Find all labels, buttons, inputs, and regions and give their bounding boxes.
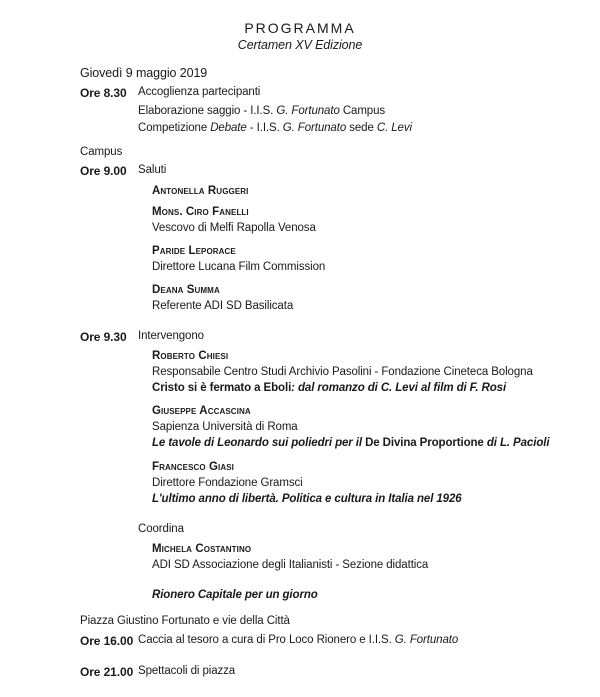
session-text: G. Fortunato (394, 634, 459, 646)
detail-text: sede (346, 122, 377, 134)
speaker-role: ADI SD Associazione degli Italianisti - Sezione didattica (152, 559, 429, 571)
session-label: Saluti (138, 164, 167, 176)
detail-text: Elaborazione saggio - I.I.S. (138, 105, 277, 117)
speaker-name: Antonella Ruggeri (152, 185, 249, 197)
session-label (138, 634, 458, 646)
day-heading: Giovedì 9 maggio 2019 (80, 66, 208, 80)
talk-text: : dal romanzo di C. Levi al film di F. Rosi (291, 382, 507, 394)
speaker-name: Mons. Ciro Fanelli (152, 206, 249, 218)
speaker-name: Michela Costantino (152, 543, 252, 555)
session-time: Ore 8.30 (80, 86, 127, 100)
talk-title: L'ultimo anno di libertà. Politica e cultura in Italia nel 1926 (152, 493, 462, 505)
speaker-name: Roberto Chiesi (152, 350, 229, 362)
speaker-role: Direttore Fondazione Gramsci (152, 477, 303, 489)
session-time: Ore 21.00 (80, 665, 134, 679)
speaker-role: Referente ADI SD Basilicata (152, 300, 294, 312)
closing-title: Rionero Capitale per un giorno (152, 589, 318, 601)
session-label: Intervengono (138, 330, 204, 342)
talk-text: De Divina Proportione (365, 437, 484, 449)
session-label: Spettacoli di piazza (138, 665, 236, 677)
talk-text: Cristo si è fermato a Eboli (152, 382, 292, 394)
talk-title (152, 382, 506, 394)
detail-text: Competizione (138, 122, 211, 134)
session-time: Ore 9.30 (80, 330, 127, 344)
session-detail-line (138, 105, 385, 117)
speaker-role: Sapienza Università di Roma (152, 421, 298, 433)
speaker-role: Direttore Lucana Film Commission (152, 261, 326, 273)
location-label: Piazza Giustino Fortunato e vie della Città (80, 615, 290, 627)
session-time: Ore 16.00 (80, 634, 134, 648)
location-label: Campus (80, 146, 123, 158)
detail-text: - I.I.S. (246, 122, 283, 134)
session-time: Ore 9.00 (80, 164, 127, 178)
talk-text: di L. Pacioli (483, 437, 550, 449)
speaker-name: Paride Leporace (152, 245, 236, 257)
speaker-role: Responsabile Centro Studi Archivio Pasolini - Fondazione Cineteca Bologna (152, 366, 533, 378)
coordinator-label: Coordina (138, 523, 184, 535)
speaker-name: Deana Summa (152, 284, 220, 296)
session-label: Accoglienza partecipanti (138, 86, 261, 98)
detail-text: C. Levi (376, 122, 412, 134)
speaker-name: Giuseppe Accascina (152, 405, 251, 417)
detail-text: G. Fortunato (276, 105, 340, 117)
page-title: PROGRAMMA (244, 20, 356, 36)
talk-text: Le tavole di Leonardo sui poliedri per il (152, 437, 366, 449)
detail-text: Debate (210, 122, 247, 134)
talk-title (152, 437, 549, 449)
speaker-role: Vescovo di Melfi Rapolla Venosa (152, 222, 316, 234)
session-text: Caccia al tesoro a cura di Pro Loco Rionero e I.I.S. (138, 634, 395, 646)
session-detail-line (138, 122, 412, 134)
page-subtitle: Certamen XV Edizione (237, 38, 363, 52)
speaker-name: Francesco Giasi (152, 461, 235, 473)
detail-text: Campus (339, 105, 386, 117)
detail-text: G. Fortunato (282, 122, 347, 134)
